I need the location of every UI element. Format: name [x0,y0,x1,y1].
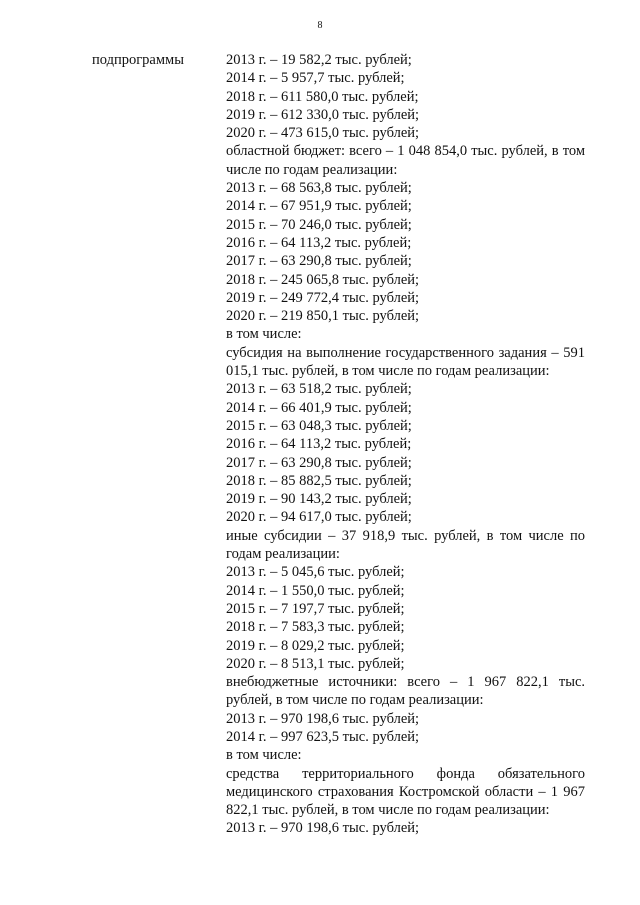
text-line: 2018 г. – 7 583,3 тыс. рублей; [226,619,405,636]
text-line: 2013 г. – 68 563,8 тыс. рублей; [226,180,412,197]
text-line: 2014 г. – 5 957,7 тыс. рублей; [226,70,405,87]
text-line: 2018 г. – 611 580,0 тыс. рублей; [226,88,419,105]
row-label: подпрограммы [92,52,184,68]
text-line: 2019 г. – 612 330,0 тыс. рублей; [226,106,420,123]
text-line: 2014 г. – 997 623,5 тыс. рублей; [226,728,420,745]
text-line: 2013 г. – 970 198,6 тыс. рублей; [226,820,420,837]
text-line: 2013 г. – 63 518,2 тыс. рублей; [226,381,412,398]
page-number: 8 [317,20,323,31]
text-line: 2015 г. – 70 246,0 тыс. рублей; [226,216,412,233]
text-line: 2020 г. – 8 513,1 тыс. рублей; [226,655,405,672]
other-subsidies-paragraph: иные субсидии – 37 918,9 тыс. рублей, в том числе по годам реализации: [226,527,585,563]
text-line: 2020 г. – 94 617,0 тыс. рублей; [226,509,412,526]
text-line: в том числе: [226,326,302,343]
extrabudgetary-paragraph: внебюджетные источники: всего – 1 967 822,1 тыс. рублей, в том числе по годам реализации: [226,674,585,709]
text-line: 2017 г. – 63 290,8 тыс. рублей; [226,253,412,270]
text-line: 2015 г. – 63 048,3 тыс. рублей; [226,417,412,434]
text-line: 2019 г. – 249 772,4 тыс. рублей; [226,289,420,306]
text-line: 2018 г. – 85 882,5 тыс. рублей; [226,472,412,489]
text-line: 2014 г. – 66 401,9 тыс. рублей; [226,399,412,416]
text-line: 2016 г. – 64 113,2 тыс. рублей; [226,436,412,453]
text-line: 2015 г. – 7 197,7 тыс. рублей; [226,600,405,617]
text-line: в том числе: [226,747,302,764]
text-line: 2019 г. – 90 143,2 тыс. рублей; [226,491,412,508]
text-line: 2013 г. – 970 198,6 тыс. рублей; [226,710,420,727]
text-line: 2020 г. – 219 850,1 тыс. рублей; [226,308,420,325]
text-line: 2020 г. – 473 615,0 тыс. рублей; [226,125,420,142]
text-line: 2013 г. – 5 045,6 тыс. рублей; [226,564,405,581]
regional-budget-paragraph: областной бюджет: всего – 1 048 854,0 тыс. рублей, в том числе по годам реализации: [226,143,585,178]
text-line: 2014 г. – 67 951,9 тыс. рублей; [226,198,412,215]
text-line: 2016 г. – 64 113,2 тыс. рублей; [226,234,412,251]
insurance-fund-paragraph: средства территориального фонда обязательного медицинского страхования Костромской области – 1 967 822,1 тыс. рублей, в том числе по годам реализации: [226,765,585,819]
text-line: 2014 г. – 1 550,0 тыс. рублей; [226,582,405,599]
text-line: 2017 г. – 63 290,8 тыс. рублей; [226,454,412,471]
state-task-subsidy-paragraph: субсидия на выполнение государственного задания – 591 015,1 тыс. рублей, в том числе по годам реализации: [226,344,585,380]
text-line: 2018 г. – 245 065,8 тыс. рублей; [226,271,420,288]
text-line: 2019 г. – 8 029,2 тыс. рублей; [226,637,405,654]
text-line: 2013 г. – 19 582,2 тыс. рублей; [226,52,412,68]
funding-text-column [226,51,585,838]
